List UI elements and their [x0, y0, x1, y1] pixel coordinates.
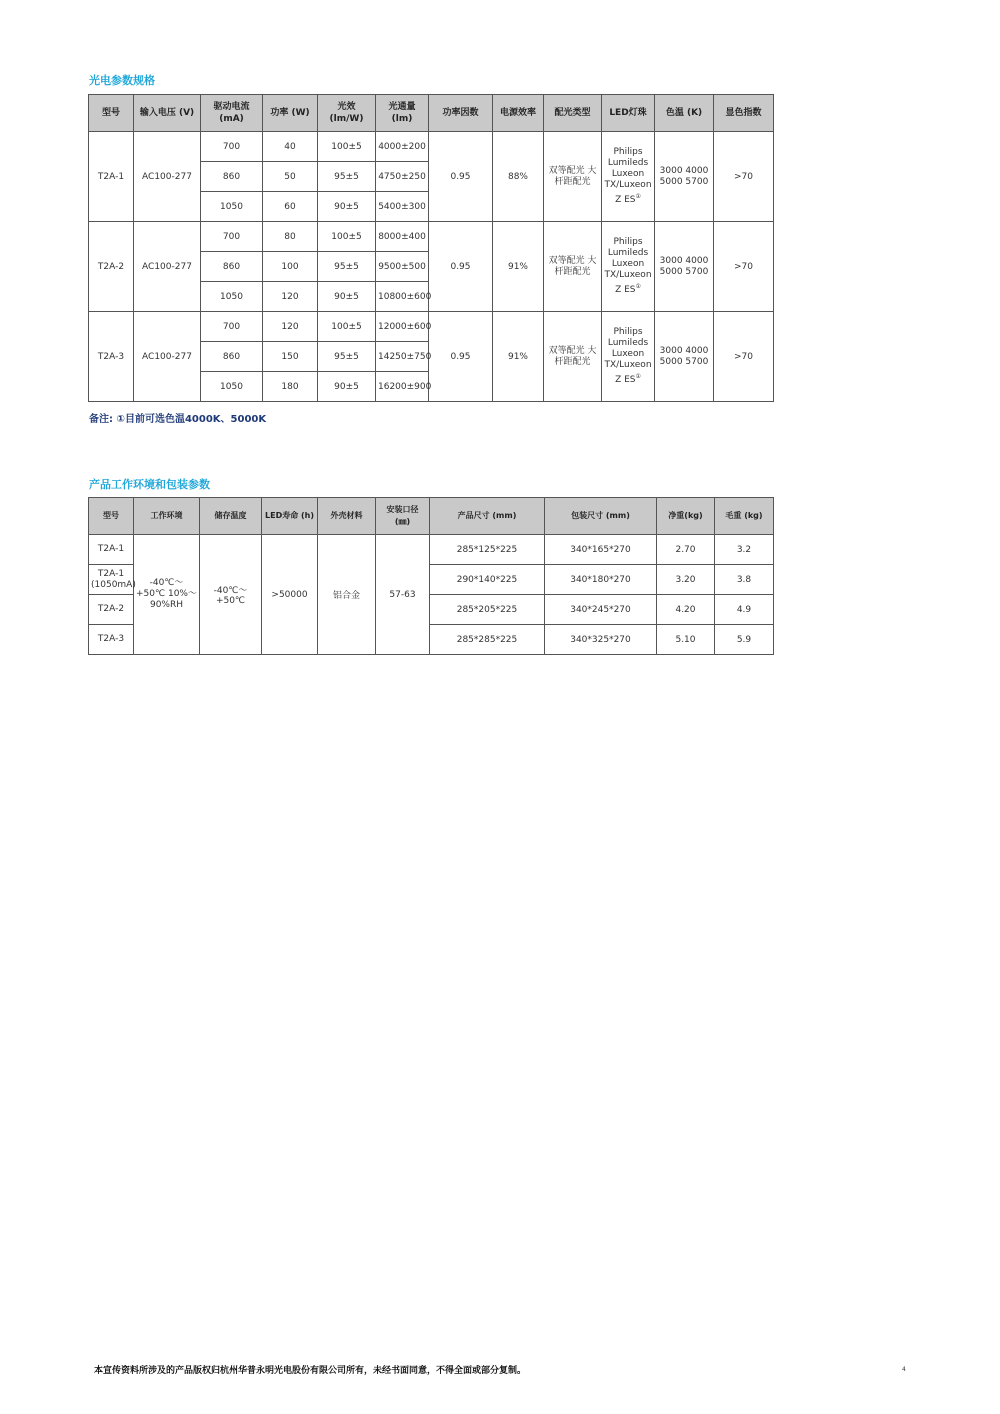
gross-weight-cell: 4.9 [715, 595, 774, 625]
section-title-photoelectric: 光电参数规格 [89, 74, 155, 87]
column-header: LED寿命 (h) [262, 498, 318, 535]
current-cell: 860 [201, 252, 263, 282]
table-header-row [89, 95, 774, 132]
efficacy-cell: 100±5 [318, 222, 376, 252]
column-header: 产品尺寸 (mm) [430, 498, 545, 535]
model-cell: T2A-2 [89, 222, 134, 312]
net-weight-cell: 5.10 [657, 625, 715, 655]
column-header: 驱动电流 (mA) [201, 95, 263, 132]
voltage-cell: AC100-277 [134, 132, 201, 222]
light-distribution-cell: 双等配光 大杆距配光 [544, 132, 602, 222]
flux-cell: 8000±400 [376, 222, 429, 252]
led-chip-text: Philips Lumileds Luxeon TX/Luxeon Z ES [604, 237, 652, 295]
column-header: 安装口径 (㎜) [376, 498, 430, 535]
led-chip-cell [602, 312, 655, 402]
light-distribution-cell: 双等配光 大杆距配光 [544, 312, 602, 402]
light-distribution-cell: 双等配光 大杆距配光 [544, 222, 602, 312]
efficacy-cell: 100±5 [318, 312, 376, 342]
flux-cell: 14250±750 [376, 342, 429, 372]
power-cell: 40 [263, 132, 318, 162]
column-header: 电源效率 [493, 95, 544, 132]
cri-cell: >70 [714, 222, 774, 312]
led-chip-cell [602, 222, 655, 312]
efficacy-cell: 90±5 [318, 282, 376, 312]
package-size-cell: 340*245*270 [545, 595, 657, 625]
voltage-cell: AC100-277 [134, 312, 201, 402]
voltage-cell: AC100-277 [134, 222, 201, 312]
product-size-cell: 290*140*225 [430, 565, 545, 595]
cct-cell: 3000 4000 5000 5700 [655, 312, 714, 402]
footnote-marker: ① [635, 373, 641, 380]
current-cell: 1050 [201, 192, 263, 222]
table-row [89, 535, 774, 565]
gross-weight-cell: 3.2 [715, 535, 774, 565]
table-row [89, 132, 774, 162]
current-cell: 700 [201, 222, 263, 252]
environment-packaging-table [88, 497, 774, 655]
page-number: 4 [902, 1366, 906, 1373]
table-row [89, 222, 774, 252]
current-cell: 1050 [201, 372, 263, 402]
column-header: 显色指数 [714, 95, 774, 132]
column-header: 储存温度 [200, 498, 262, 535]
led-chip-text: Philips Lumileds Luxeon TX/Luxeon Z ES [604, 147, 652, 205]
photoelectric-spec-table [88, 94, 774, 402]
efficacy-cell: 90±5 [318, 192, 376, 222]
model-cell: T2A-1 [89, 132, 134, 222]
model-cell: T2A-2 [89, 595, 134, 625]
power-factor-cell: 0.95 [429, 222, 493, 312]
led-chip-cell [602, 132, 655, 222]
led-chip-text: Philips Lumileds Luxeon TX/Luxeon Z ES [604, 327, 652, 385]
column-header: 功率因数 [429, 95, 493, 132]
footnote-marker: ① [635, 283, 641, 290]
environment-cell: -40℃～+50℃ 10%～90%RH [134, 535, 200, 655]
model-cell: T2A-3 [89, 312, 134, 402]
product-size-cell: 285*205*225 [430, 595, 545, 625]
model-cell: T2A-3 [89, 625, 134, 655]
cct-cell: 3000 4000 5000 5700 [655, 132, 714, 222]
power-factor-cell: 0.95 [429, 312, 493, 402]
product-size-cell: 285*125*225 [430, 535, 545, 565]
efficacy-cell: 95±5 [318, 252, 376, 282]
net-weight-cell: 2.70 [657, 535, 715, 565]
flux-cell: 12000±600 [376, 312, 429, 342]
column-header: 型号 [89, 498, 134, 535]
flux-cell: 4750±250 [376, 162, 429, 192]
column-header: 外壳材料 [318, 498, 376, 535]
column-header: 工作环境 [134, 498, 200, 535]
table-row [89, 312, 774, 342]
power-cell: 120 [263, 282, 318, 312]
current-cell: 860 [201, 342, 263, 372]
package-size-cell: 340*325*270 [545, 625, 657, 655]
table-header-row [89, 498, 774, 535]
driver-efficiency-cell: 91% [493, 312, 544, 402]
net-weight-cell: 4.20 [657, 595, 715, 625]
flux-cell: 16200±900 [376, 372, 429, 402]
column-header: 净重(kg) [657, 498, 715, 535]
current-cell: 860 [201, 162, 263, 192]
power-cell: 180 [263, 372, 318, 402]
column-header: 功率 (W) [263, 95, 318, 132]
power-cell: 150 [263, 342, 318, 372]
power-cell: 60 [263, 192, 318, 222]
efficacy-cell: 95±5 [318, 342, 376, 372]
current-cell: 700 [201, 132, 263, 162]
column-header: 配光类型 [544, 95, 602, 132]
current-cell: 1050 [201, 282, 263, 312]
gross-weight-cell: 3.8 [715, 565, 774, 595]
mount-diameter-cell: 57-63 [376, 535, 430, 655]
led-life-cell: >50000 [262, 535, 318, 655]
flux-cell: 4000±200 [376, 132, 429, 162]
efficacy-cell: 90±5 [318, 372, 376, 402]
flux-cell: 10800±600 [376, 282, 429, 312]
product-size-cell: 285*285*225 [430, 625, 545, 655]
column-header: 包装尺寸 (mm) [545, 498, 657, 535]
driver-efficiency-cell: 88% [493, 132, 544, 222]
column-header: 光效 (lm/W) [318, 95, 376, 132]
column-header: 光通量 (lm) [376, 95, 429, 132]
power-cell: 100 [263, 252, 318, 282]
power-cell: 80 [263, 222, 318, 252]
storage-temp-cell: -40℃～+50℃ [200, 535, 262, 655]
package-size-cell: 340*180*270 [545, 565, 657, 595]
column-header: LED灯珠 [602, 95, 655, 132]
net-weight-cell: 3.20 [657, 565, 715, 595]
column-header: 输入电压 (V) [134, 95, 201, 132]
flux-cell: 9500±500 [376, 252, 429, 282]
driver-efficiency-cell: 91% [493, 222, 544, 312]
efficacy-cell: 95±5 [318, 162, 376, 192]
column-header: 毛重 (kg) [715, 498, 774, 535]
cri-cell: >70 [714, 312, 774, 402]
cct-cell: 3000 4000 5000 5700 [655, 222, 714, 312]
column-header: 色温 (K) [655, 95, 714, 132]
housing-material-cell: 铝合金 [318, 535, 376, 655]
power-cell: 120 [263, 312, 318, 342]
section-title-environment-packaging: 产品工作环境和包装参数 [89, 478, 210, 491]
footnote: 备注: ①目前可选色温4000K、5000K [89, 414, 267, 425]
column-header: 型号 [89, 95, 134, 132]
model-cell: T2A-1 (1050mA) [89, 565, 134, 595]
copyright-footer: 本宣传资料所涉及的产品版权归杭州华普永明光电股份有限公司所有，未经书面同意，不得全面或部分复制。 [94, 1366, 527, 1376]
power-cell: 50 [263, 162, 318, 192]
footnote-marker: ① [635, 193, 641, 200]
gross-weight-cell: 5.9 [715, 625, 774, 655]
flux-cell: 5400±300 [376, 192, 429, 222]
cri-cell: >70 [714, 132, 774, 222]
model-cell: T2A-1 [89, 535, 134, 565]
current-cell: 700 [201, 312, 263, 342]
package-size-cell: 340*165*270 [545, 535, 657, 565]
efficacy-cell: 100±5 [318, 132, 376, 162]
power-factor-cell: 0.95 [429, 132, 493, 222]
